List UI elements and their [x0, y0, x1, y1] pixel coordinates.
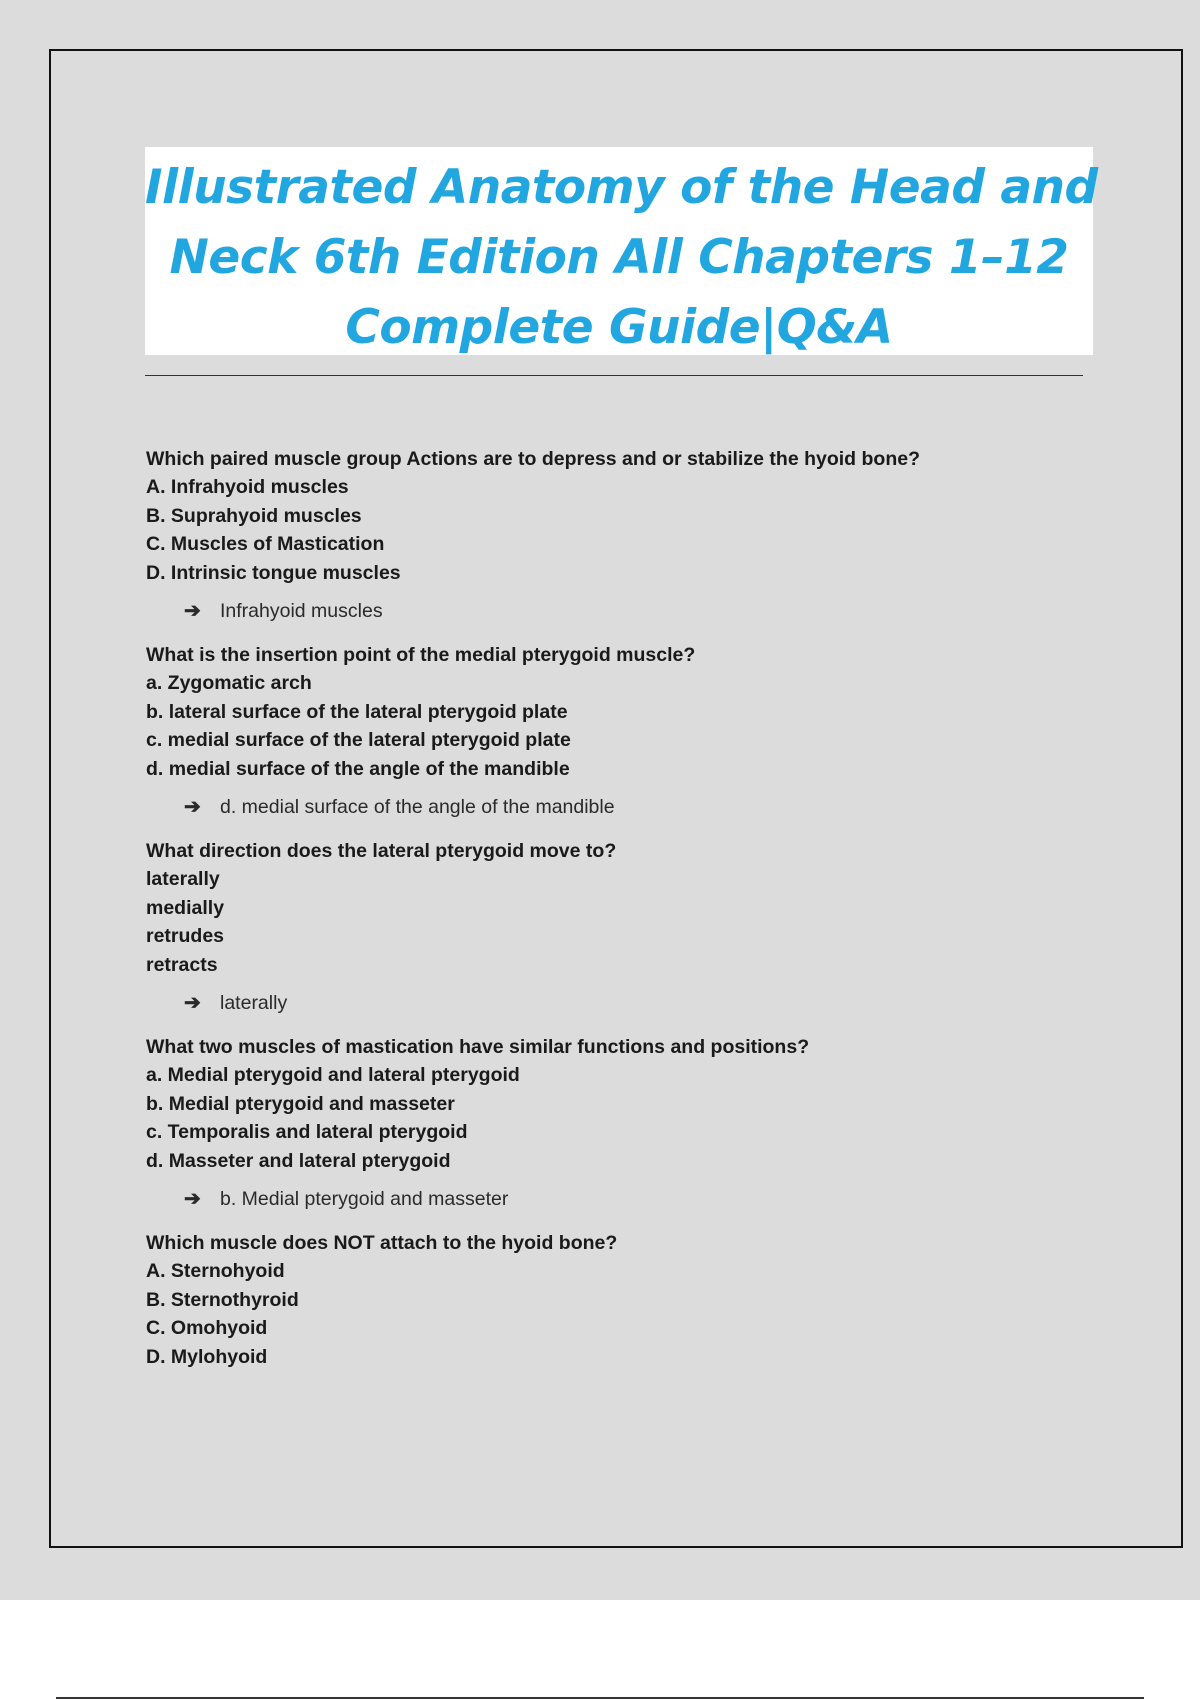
arrow-right-icon: ➔ [184, 796, 201, 818]
title-divider [145, 375, 1083, 376]
answer-option: B. Sternothyroid [146, 1288, 299, 1311]
arrow-right-icon: ➔ [184, 600, 201, 622]
answer-option: A. Infrahyoid muscles [146, 476, 349, 498]
question-block [146, 445, 1146, 625]
question-text: What is the insertion point of the medial pterygoid muscle? [146, 644, 696, 666]
answer-option: retrudes [146, 925, 225, 947]
arrow-right-icon: ➔ [184, 992, 201, 1014]
question-block [146, 641, 1146, 821]
answer-option: b. lateral surface of the lateral pterygoid plate [146, 700, 568, 723]
question-block [146, 1229, 1146, 1371]
correct-answer [184, 597, 1146, 625]
title-line-3: Complete Guide|Q&A [345, 300, 893, 355]
question-text: Which muscle does NOT attach to the hyoid bone? [146, 1232, 618, 1254]
answer-option: a. Medial pterygoid and lateral pterygoid [146, 1064, 520, 1086]
answer-option: D. Intrinsic tongue muscles [146, 561, 401, 584]
title-line-2: Neck 6th Edition All Chapters 1–12 [169, 230, 1069, 285]
answer-option: b. Medial pterygoid and masseter [146, 1092, 455, 1115]
answer-option: a. Zygomatic arch [146, 672, 312, 694]
answer-option: C. Omohyoid [146, 1317, 268, 1339]
bottom-rule [56, 1697, 1144, 1699]
answer-option: D. Mylohyoid [146, 1345, 268, 1368]
question-block [146, 1033, 1146, 1213]
question-list [146, 445, 1146, 1387]
correct-answer [184, 1185, 1146, 1213]
correct-answer [184, 989, 1146, 1017]
correct-answer-text: laterally [220, 992, 288, 1014]
title-line-1: Illustrated Anatomy of the Head and [145, 160, 1098, 215]
answer-option: laterally [146, 868, 220, 890]
answer-option: medially [146, 896, 225, 919]
answer-option: A. Sternohyoid [146, 1260, 285, 1282]
answer-option: c. Temporalis and lateral pterygoid [146, 1121, 468, 1143]
correct-answer-text: d. medial surface of the angle of the mandible [220, 796, 615, 818]
question-text: What two muscles of mastication have similar functions and positions? [146, 1036, 810, 1058]
question-text: What direction does the lateral pterygoid move to? [146, 840, 617, 862]
correct-answer-text: Infrahyoid muscles [220, 600, 383, 622]
title-banner [145, 147, 1098, 355]
answer-option: c. medial surface of the lateral pterygoid plate [146, 729, 571, 751]
correct-answer [184, 793, 1146, 821]
answer-option: d. Masseter and lateral pterygoid [146, 1149, 451, 1172]
question-block [146, 837, 1146, 1017]
answer-option: C. Muscles of Mastication [146, 533, 385, 555]
answer-option: d. medial surface of the angle of the mandible [146, 757, 570, 780]
question-text: Which paired muscle group Actions are to depress and or stabilize the hyoid bone? [146, 448, 920, 470]
answer-option: B. Suprahyoid muscles [146, 504, 362, 527]
arrow-right-icon: ➔ [184, 1188, 201, 1210]
correct-answer-text: b. Medial pterygoid and masseter [220, 1188, 509, 1210]
answer-option: retracts [146, 953, 218, 976]
document-page [49, 49, 1183, 1548]
